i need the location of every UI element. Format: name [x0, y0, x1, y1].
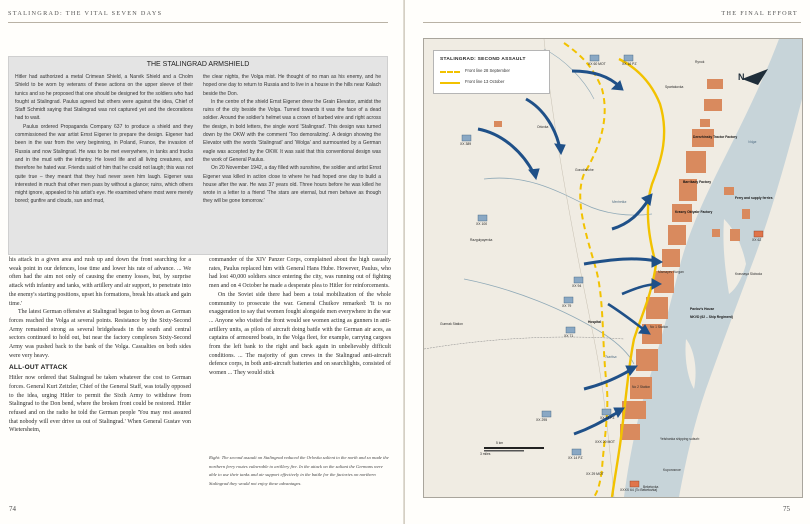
- unit-label: XX 79: [562, 304, 572, 308]
- sidebar-title: THE STALINGRAD ARMSHIELD: [146, 61, 250, 68]
- stalingrad-map: [423, 38, 803, 498]
- sidebar-paragraph: the clear nights, the Volga mist. He thought of no man as his enemy, and he hoped one day to return to Russia and to live in a house in the hills near Kalach beside the Don.: [203, 74, 381, 97]
- body-paragraph: Hitler now ordered that Stalingrad be taken whatever the cost to German forces. General Kurt Zeitzler, Chief of the General Staff, was totally opposed to the idea, urging Hitler to permit the Sixth Army to withdraw from Stalingrad to the Don bend, where the broken front could be restored. Hitler refused and on the radio he told the German people 'You may rest assured that nobody will ever drive us out of Stalingrad.' When General Gustav von Wietersheim,: [9, 375, 191, 434]
- sidebar-paragraph: On 20 November 1942, a day filled with sunshine, the soldier and artist Ernst Eigener was killed in action close to where he had hoped one day to build a house after the war. He was 37 years old. Three hours before he was killed he wrote in a letter to a friend 'The stars are eternal, but men behave as though they will be gone tomorrow.': [203, 165, 381, 205]
- running-head-right: THE FINAL EFFORT: [721, 10, 798, 17]
- unit-label: XX 94: [572, 284, 582, 288]
- legend-dashed-swatch: [440, 71, 460, 73]
- legend-title: STALINGRAD: SECOND ASSAULT: [440, 57, 526, 62]
- unit-label: XX 100: [476, 222, 488, 226]
- map-label-yelshanka: Yelshanka shipping suburb: [660, 437, 700, 441]
- unit-label: XX 71: [564, 334, 574, 338]
- running-head-left: STALINGRAD: THE VITAL SEVEN DAYS: [8, 10, 163, 17]
- unit-label: XX 62: [752, 238, 762, 242]
- unit-label: XX 24 PZ: [600, 416, 615, 420]
- map-label-gumrak: Gumrak Station: [440, 322, 463, 326]
- map-label-tractor-factory: Dzerzhinsky Tractor Factory: [693, 135, 738, 139]
- unit-label: XX 389: [460, 142, 472, 146]
- page-number-left: 74: [9, 505, 16, 513]
- map-label-razgulyayevka: Razgulyayevka: [470, 238, 493, 242]
- map-label-no1-station: No 1 Station: [650, 325, 669, 329]
- map-label-ferry-supply: Ferry and supply ferries: [735, 196, 773, 200]
- unit-label: XX 29 MOT: [586, 472, 604, 476]
- sidebar-column-1: [15, 73, 193, 206]
- sidebar-column-2: [203, 73, 381, 206]
- map-label-mamayev-kurgan: Mamayev Kurgan: [658, 270, 684, 274]
- map-label-kuporosnoe: Kuporosnoe: [663, 468, 681, 472]
- body-column-1: [9, 256, 191, 435]
- legend-label: Front line 13 October: [465, 79, 505, 84]
- map-label-volga: Volga: [748, 140, 757, 144]
- unit-label: XX 295: [536, 418, 548, 422]
- header-rule-right: [423, 22, 801, 23]
- legend-solid-swatch: [440, 82, 460, 84]
- map-label-krasnaya-sloboda: Krasnaya Sloboda: [735, 272, 762, 276]
- map-label-mechetka: Mechetka: [612, 200, 627, 204]
- map-caption: Right: The second assault on Stalingrad reduced the Orlovka salient to the north and so made the northern ferry routes vulnerable to artillery fire. In the attack on the saliant the Germans were able to use their tanks and air support effectively in the battle for the factories on northern Stalingrad they would not enjoy these advantages.: [209, 455, 389, 486]
- body-paragraph: On the Soviet side there had been a total mobilization of the whole community to prosecute the war. General Chuikov remarked: 'It is no exaggeration to say that women fought alongside men everywhere in the war ... Anyone who visited the front would see women acting as gunners in anti-artillery units, as pilots of aircraft doing battle with the German air aces, as captains of armoured boats, in the Volga fleet, for example, carrying cargoes from the left bank to the right and back again in unbelievably difficult conditions. ... The majority of gun crews in the Stalingrad anti-aircraft defence corps, in both anti-aircraft batteries and on searchlights, consisted of women ... They would stick: [209, 291, 391, 377]
- map-label-nkvd: NKVD (62 – Ship Regiment): [690, 315, 733, 319]
- body-paragraph: commander of the XIV Panzer Corps, complained about the high casualty rates, Paulus replaced him with General Hans Hube. However, Paulus, who had lost 40,000 soldiers since entering the city, was running out of fighting men and on 4 October he made a desperate plea to Hitler for reinforcements.: [209, 257, 391, 290]
- scale-km: 5 km: [496, 441, 504, 445]
- map-label-hospital: Hospital: [588, 320, 602, 324]
- map-label-tsaritsa: Tsaritsa: [605, 355, 617, 359]
- map-label-barrikady: Barrikady Factory: [683, 180, 712, 184]
- unit-label: XXXX 64 (To Beketovka): [620, 488, 658, 492]
- map-legend: [433, 50, 550, 94]
- map-label-krasny-oktyabr: Krasny Oktyabr Factory: [675, 210, 713, 214]
- section-subhead: ALL-OUT ATTACK: [9, 364, 68, 372]
- legend-label: Front line 28 September: [465, 68, 510, 73]
- unit-label: XXX 20 MOT: [595, 440, 615, 444]
- unit-label: XX 14 PZ: [568, 456, 583, 460]
- map-label-no2-station: No 2 Station: [632, 385, 651, 389]
- map-label-pavlovs-house: Pavlov's House: [690, 307, 715, 311]
- header-rule-left: [8, 22, 388, 23]
- north-label: N: [738, 72, 745, 82]
- sidebar-paragraph: Paulus ordered Propaganda Company 637 to produce a shield and they commissioned the war artist Ernst Eigener to prepare the design. Eigener had been in the war from the very beginning, in Poland, France, the invasion of Russia and now Stalingrad. He was to be met everywhere, in tanks and trucks and in the mud with the infantry. He loved life and all living creatures, and therefore he hated war. Friends said of him that he could not laugh; this was not quite true – they meant that they had never seen him laugh. Eigener was interested in much that other men pass by without a glance; ruins, which others might ignore, appealed to his artist's eye. He examined where most were merely bored; gunfire and clouds, sun and mud,: [15, 123, 193, 205]
- map-label-beketovka: Beketovka: [643, 485, 659, 489]
- map-label-gorodishche: Gorodishche: [575, 168, 594, 172]
- unit-label: XX 16 PZ: [622, 62, 637, 66]
- body-paragraph: The latest German offensive at Stalingrad began to bog down as German forces reached the Volga at several points. Resistance by the Sixty-Second Army remained strong as several bridgeheads in the south and central sectors continued to hold out, but near the factory complexes Sixty-Second Army was pushed back to the bank of the Volga. Casualties on both sides were very heavy.: [9, 309, 191, 359]
- map-label-orlovka: Orlovka: [537, 125, 549, 129]
- body-paragraph: his attack in a given area and rush up and down the front searching for a weak point in our defences, lose time and lower his rate of advance. ... We often had the aim not only of causing the enemy losses, but, by surprise attack with infantry and tanks, with artillery and air support, to penetrate into the enemy's starting positions, upset his formations, break his attack and gain time.': [9, 257, 191, 307]
- page-number-right: 75: [783, 505, 790, 513]
- map-label-rynok: Rynok: [695, 60, 705, 64]
- sidebar-paragraph: Hitler had authorized a metal Crimean Shield, a Narvik Shield and a Cholm Shield to be worn by veterans of these actions on the upper sleeve of their tunics and so he proposed that one should be designed for the soldiers who had fought at Stalingrad. Paulus agreed but others were against the idea, Chief of Staff Schmidt saying that Stalingrad was not captured yet and the decorations had to wait.: [15, 74, 193, 122]
- scale-miles: 3 miles: [480, 452, 491, 456]
- sidebar-paragraph: In the centre of the shield Ernst Eigener drew the Grain Elevator, amidst the ruins of the city beside the Volga. Turned towards it was the face of a dead soldier. Around the soldier's helmet was a crown of barbed wire and right across the design, in bold letters, the single word 'Stalingrad'. This design was turned down by the OKW with the comment 'Too demoralizing'. A design showing the Elevator with the words 'Stalingrad' and 'Wolga' and surmounted by a German eagle was accepted by the OKW. It was said that this conventional design was the work of General Paulus.: [203, 98, 381, 163]
- unit-label: XX 60 MOT: [588, 62, 606, 66]
- sidebar-box: [8, 56, 388, 255]
- map-graphic: [424, 39, 802, 497]
- map-label-spartakovka: Spartakovka: [665, 85, 684, 89]
- body-column-2: [209, 256, 391, 378]
